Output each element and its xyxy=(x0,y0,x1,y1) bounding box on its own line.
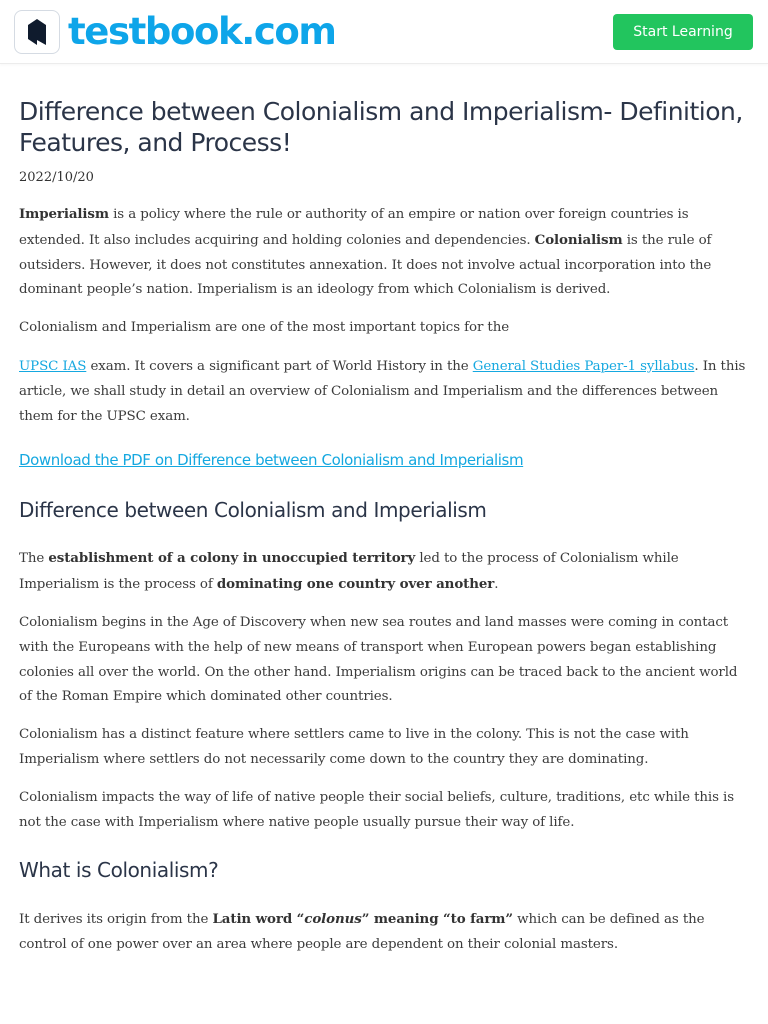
upsc-ias-link[interactable]: UPSC IAS xyxy=(19,358,87,374)
download-pdf-link[interactable]: Download the PDF on Difference between Colonialism and Imperialism xyxy=(19,451,524,470)
bold-term: dominating one country over another xyxy=(216,576,495,593)
paragraph-intro: Imperialism is a policy where the rule or authority of an empire or nation over foreign countries is extended. It also includes acquiring and holding colonies and dependencies. Colonialism is the rule of outsiders. However, it does not constitutes annexation. It does not involve actual incorporation into the dominant people’s nation. Imperialism is an ideology from which Colonialism is derived. xyxy=(19,206,712,298)
site-logo[interactable] xyxy=(14,10,336,54)
bold-term: Imperialism xyxy=(19,206,109,222)
bold-term: establishment of a colony in unoccupied territory xyxy=(48,550,416,567)
paragraph-topics: Colonialism and Imperialism are one of the most important topics for the xyxy=(19,320,510,336)
publish-date: 2022/10/20 xyxy=(19,170,94,185)
bold-term: Latin word “colonus” meaning “to farm” xyxy=(212,911,513,928)
logo-text: testbook.com xyxy=(68,10,336,53)
section-heading-difference: Difference between Colonialism and Imperialism xyxy=(19,498,487,523)
start-learning-button[interactable]: Start Learning xyxy=(613,14,753,50)
gs-paper-1-syllabus-link[interactable]: General Studies Paper-1 syllabus xyxy=(472,358,695,374)
section-heading-what-is-colonialism: What is Colonialism? xyxy=(19,858,219,883)
site-header xyxy=(0,0,768,64)
testbook-logo-icon xyxy=(14,10,60,54)
paragraph-native-people: Colonialism impacts the way of life of native people their social beliefs, culture, traditions, etc while this is not the case with Imperialism where native people usually pursue their way of life. xyxy=(19,789,734,830)
paragraph-upsc: UPSC IAS exam. It covers a significant part of World History in the General Studies Paper-1 syllabus. In this article, we shall study in detail an overview of Colonialism and Imperialism and the differences between them for the UPSC exam. xyxy=(19,358,746,424)
paragraph-age-of-discovery: Colonialism begins in the Age of Discovery when new sea routes and land masses were coming in contact with the Europeans with the help of new means of transport when European powers began establishing colonies all over the world. On the other hand. Imperialism origins can be traced back to the ancient world of the Roman Empire which dominated other countries. xyxy=(19,614,738,705)
article xyxy=(19,96,749,958)
paragraph-establishment: The establishment of a colony in unoccupied territory led to the process of Colonialism while Imperialism is the process of dominating one country over another. xyxy=(19,550,679,593)
bold-term: Colonialism xyxy=(534,231,623,248)
paragraph-settlers: Colonialism has a distinct feature where settlers came to live in the colony. This is not the case with Imperialism where settlers do not necessarily come down to the country they are dominating. xyxy=(19,727,689,767)
article-title: Difference between Colonialism and Imperialism- Definition, Features, and Process! xyxy=(19,97,743,157)
paragraph-origin: It derives its origin from the Latin word “colonus” meaning “to farm” which can be defined as the control of one power over an area where people are dependent on their colonial masters. xyxy=(19,911,705,953)
